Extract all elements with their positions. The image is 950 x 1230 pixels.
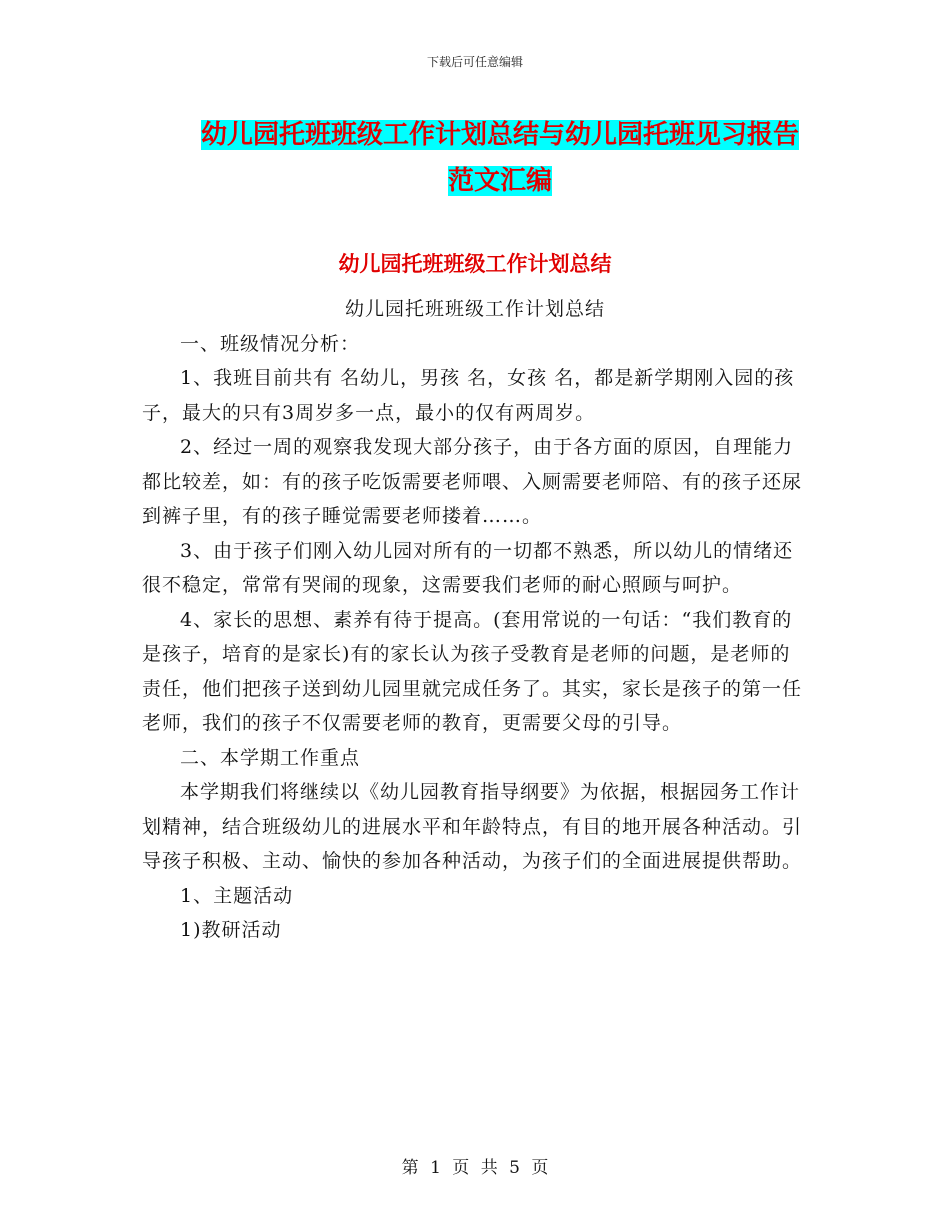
document-title-line-2: 范文汇编	[447, 166, 552, 196]
heading-class-analysis: 一、班级情况分析：	[180, 332, 361, 355]
paragraph-item-3: 3、由于孩子们刚入幼儿园对所有的一切都不熟悉，所以幼儿的情绪还很不稳定，常常有哭闹的现象，这需要我们老师的耐心照顾与呵护。	[142, 539, 794, 596]
page-footer: 第 1 页 共 5 页	[401, 1158, 549, 1178]
header-note: 下载后可任意编辑	[426, 55, 523, 69]
heading-theme-activities: 1、主题活动	[180, 884, 294, 907]
paragraph-item-1: 1、我班目前共有 名幼儿，男孩 名，女孩 名，都是新学期刚入园的孩子，最大的只有3周岁多一点，最小的仅有两周岁。	[142, 367, 795, 424]
document-title-line-1: 幼儿园托班班级工作计划总结与幼儿园托班见习报告	[200, 120, 799, 150]
paragraph-term-focus: 本学期我们将继续以《幼儿园教育指导纲要》为依据，根据园务工作计划精神，结合班级幼儿的进展水平和年龄特点，有目的地开展各种活动。引导孩子积极、主动、愉快的参加各种活动，为孩子们的全面进展提供帮助。	[142, 781, 803, 872]
document-title	[150, 112, 850, 204]
paragraph-item-4: 4、家长的思想、素养有待于提高。(套用常说的一句话：“我们教育的是孩子，培育的是家长)有的家长认为孩子受教育是老师的问题，是老师的责任，他们把孩子送到幼儿园里就完成任务了。其实，家长是孩子的第一任老师，我们的孩子不仅需要老师的教育，更需要父母的引导。	[142, 608, 803, 734]
heading-teaching-research: 1)教研活动	[180, 919, 282, 941]
body-subtitle: 幼儿园托班班级工作计划总结	[344, 298, 605, 320]
paragraph-item-2: 2、经过一周的观察我发现大部分孩子，由于各方面的原因，自理能力都比较差，如：有的孩子吃饭需要老师喂、入厕需要老师陪、有的孩子还尿到裤子里，有的孩子睡觉需要老师搂着……。	[142, 436, 803, 527]
section-title: 幼儿园托班班级工作计划总结	[338, 252, 612, 276]
heading-term-focus: 二、本学期工作重点	[180, 746, 361, 769]
document-body	[142, 292, 808, 948]
